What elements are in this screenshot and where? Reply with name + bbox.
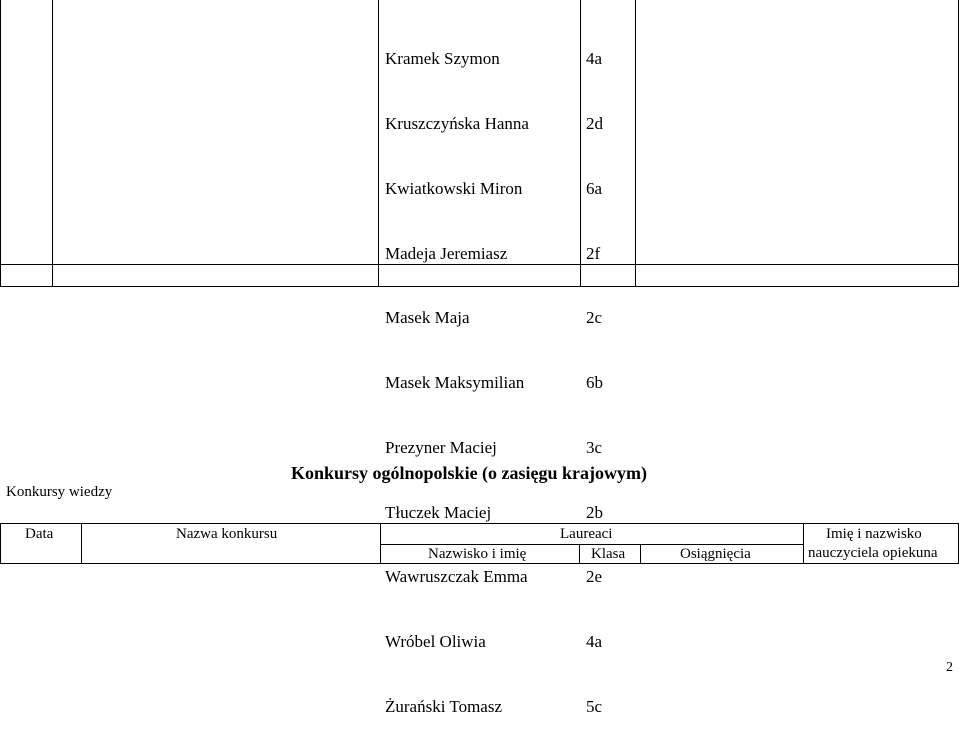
student-name: Masek Maja	[385, 308, 470, 328]
top-table-border	[52, 0, 53, 287]
top-table-border	[635, 0, 636, 287]
student-name: Kramek Szymon	[385, 49, 500, 69]
header-teacher-line1: Imię i nazwisko	[826, 526, 922, 542]
header-teacher-line2: nauczyciela opiekuna	[808, 545, 938, 561]
bottom-table-border	[579, 544, 580, 564]
bottom-table-border	[0, 523, 959, 524]
student-class: 6b	[586, 373, 603, 393]
student-class: 3c	[586, 437, 603, 457]
student-class: 2b	[586, 502, 603, 522]
header-laureates: Laureaci	[560, 526, 613, 542]
student-name: Żurański Tomasz	[385, 697, 502, 716]
header-class: Klasa	[591, 546, 626, 562]
student-name: Prezyner Maciej	[385, 437, 497, 457]
bottom-table-border	[0, 523, 1, 564]
header-achievements: Osiągnięcia	[680, 546, 751, 562]
bottom-table-border	[81, 523, 82, 564]
student-class: 2e	[586, 567, 603, 587]
header-date: Data	[25, 526, 54, 542]
section-title: Konkursy ogólnopolskie (o zasięgu krajowym)	[291, 463, 648, 483]
page-number: 2	[946, 660, 953, 675]
student-name: Madeja Jeremiasz	[385, 243, 508, 263]
bottom-table-border	[380, 544, 803, 545]
student-name: Kruszczyńska Hanna	[385, 113, 529, 133]
top-table-border	[0, 0, 1, 287]
student-class: 6a	[586, 178, 603, 198]
student-class: 2f	[586, 243, 601, 263]
student-class: 4a	[586, 49, 603, 69]
student-name: Kwiatkowski Miron	[385, 178, 523, 198]
student-class-list	[586, 5, 603, 739]
bottom-table-border	[0, 563, 959, 564]
top-table-border	[378, 0, 379, 287]
bottom-table-border	[803, 523, 804, 564]
student-name: Wróbel Oliwia	[385, 632, 486, 652]
student-name: Masek Maksymilian	[385, 373, 525, 393]
student-class: 2c	[586, 308, 603, 328]
section-left-label: Konkursy wiedzy	[6, 484, 113, 500]
header-student-name: Nazwisko i imię	[428, 546, 527, 562]
student-name: Wawruszczak Emma	[385, 567, 528, 587]
student-class: 4a	[586, 632, 603, 652]
header-contest-name: Nazwa konkursu	[176, 526, 278, 542]
student-class: 2d	[586, 113, 603, 133]
student-name: Tłuczek Maciej	[385, 502, 492, 522]
top-table-border	[580, 0, 581, 287]
student-class: 5c	[586, 697, 603, 716]
bottom-table-border	[640, 544, 641, 564]
bottom-table-border	[380, 523, 381, 564]
student-names-list	[385, 5, 529, 739]
